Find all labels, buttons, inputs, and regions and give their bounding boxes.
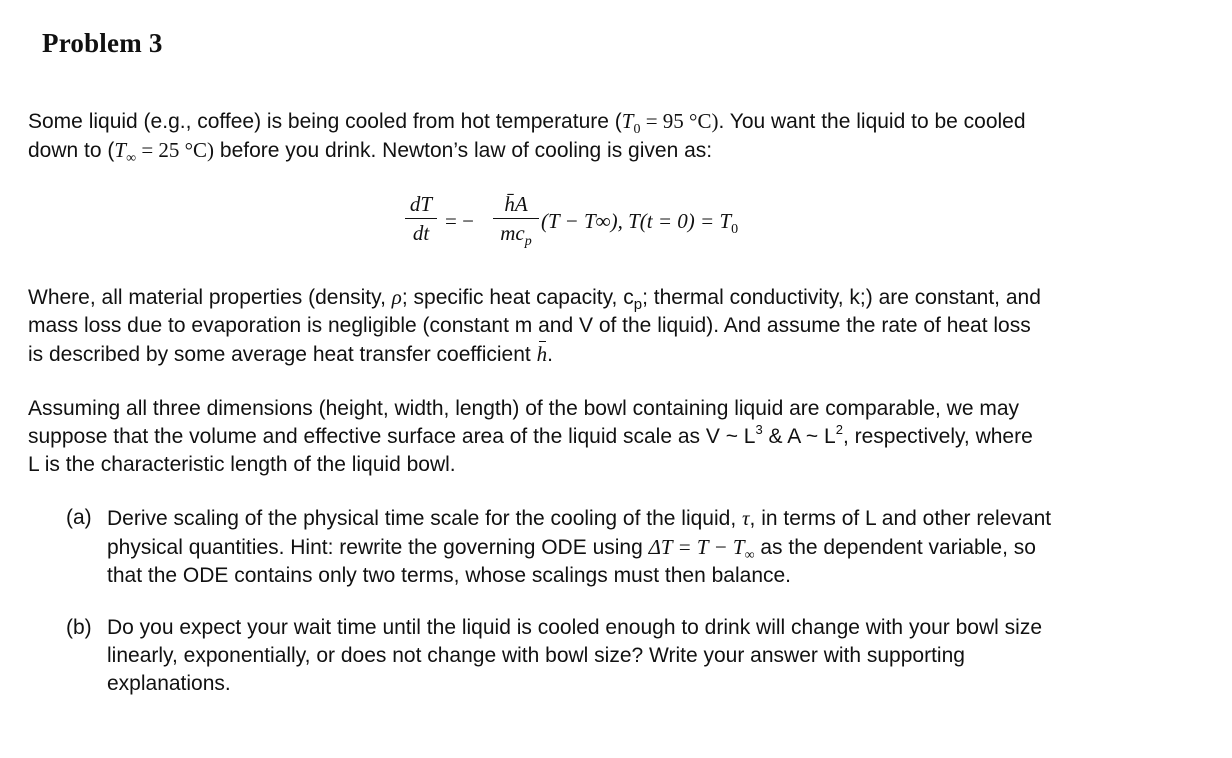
equation-tail: (T − T∞), $T(t = 0) = T_0$: [541, 209, 739, 237]
h-bar-symbol: h: [536, 342, 548, 366]
lhs-fraction: dT dt: [405, 190, 437, 247]
equals-minus: = −: [445, 209, 474, 233]
properties-paragraph: Where, all material properties (density, ρ; specific heat capacity, $c_p$; thermal conductivity, k;) are constant, and mass loss due to evaporation is negligible (constant m and V of the liquid). And assume the rate of heat loss is described by some average heat transfer coefficient h.: [28, 285, 1041, 366]
rhs-fraction: h̄A $mc_p$: [493, 190, 539, 247]
intro-line-1: Some liquid (e.g., coffee) is being cooled from hot temperature ($T_0 = 95$ °C). You want the liquid to be cooled: [28, 109, 1026, 137]
newton-cooling-equation: [405, 190, 825, 256]
part-b-label: (b): [66, 616, 92, 639]
part-a-label: (a): [66, 506, 92, 529]
problem-title: Problem 3: [42, 28, 163, 58]
intro-paragraph: [28, 107, 1203, 165]
scaling-paragraph: Assuming all three dimensions (height, width, length) of the bowl containing liquid are comparable, we may suppose that the volume and effective surface area of the liquid scale as V ~ $L^3$ & A ~ $L^2$, respectively, where L is the characteristic length of the liquid bowl.: [28, 397, 1033, 476]
part-b: (b) Do you expect your wait time until the liquid is cooled enough to drink will change with your bowl size linearly, exponentially, or does not change with bowl size? Write your answer with supporting explanations.: [66, 616, 1042, 695]
intro-line-2: down to ($T_\infty = 25$ °C) before you drink. Newton’s law of cooling is given as:: [28, 138, 713, 166]
part-a: (a) Derive scaling of the physical time scale for the cooling of the liquid, τ, in terms of L and other relevant physical quantities. Hint: rewrite the governing ODE using $\Delta T = T - T_\infty$ as the dependent variable, so that the ODE contains only two terms, whose scalings must then balance.: [66, 506, 1052, 587]
